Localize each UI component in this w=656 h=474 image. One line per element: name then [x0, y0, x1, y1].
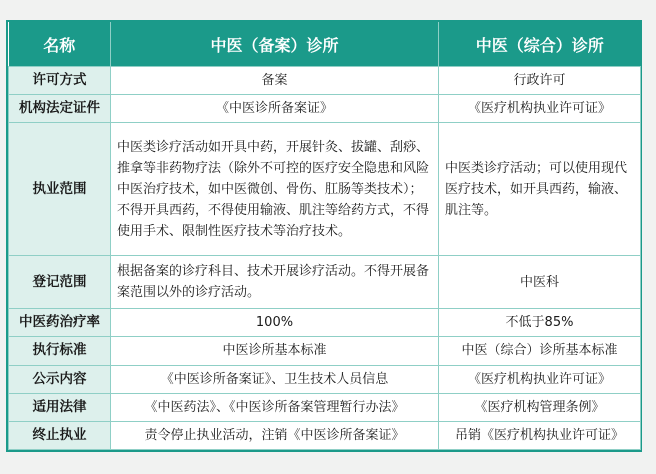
row-label: 登记范围: [9, 256, 111, 309]
filing-cell: 《中医诊所备案证》: [111, 95, 439, 123]
header-filing-clinic: 中医（备案）诊所: [111, 22, 439, 67]
comprehensive-cell: 不低于85%: [439, 309, 641, 337]
row-label: 中医药治疗率: [9, 309, 111, 337]
header-name: 名称: [9, 22, 111, 67]
filing-cell: 《中医药法》、《中医诊所备案管理暂行办法》: [111, 393, 439, 421]
comparison-table-frame: [6, 20, 642, 452]
row-label: 适用法律: [9, 393, 111, 421]
table-row: [9, 309, 641, 337]
table-row: [9, 337, 641, 365]
filing-cell: 备案: [111, 67, 439, 95]
row-label: 公示内容: [9, 365, 111, 393]
filing-cell: 100%: [111, 309, 439, 337]
row-label: 许可方式: [9, 67, 111, 95]
comprehensive-cell: 《医疗机构管理条例》: [439, 393, 641, 421]
table-row: [9, 95, 641, 123]
comprehensive-cell: 行政许可: [439, 67, 641, 95]
row-label: 终止执业: [9, 421, 111, 449]
table-row: [9, 421, 641, 449]
filing-cell: 根据备案的诊疗科目、技术开展诊疗活动。不得开展备案范围以外的诊疗活动。: [111, 256, 439, 309]
comprehensive-cell: 《医疗机构执业许可证》: [439, 365, 641, 393]
table-row: [9, 365, 641, 393]
filing-cell: 中医类诊疗活动如开具中药，开展针灸、拔罐、刮痧、推拿等非药物疗法（除外不可控的医疗安全隐患和风险中医治疗技术，如中医微创、骨伤、肛肠等类技术）；不得开具西药，不得使用输液、肌注等给药方式，不得使用手术、限制性医疗技术等治疗技术。: [111, 123, 439, 256]
row-label: 执行标准: [9, 337, 111, 365]
comprehensive-cell: 《医疗机构执业许可证》: [439, 95, 641, 123]
comparison-table: [8, 22, 641, 450]
filing-cell: 《中医诊所备案证》、卫生技术人员信息: [111, 365, 439, 393]
row-label: 机构法定证件: [9, 95, 111, 123]
table-header-row: [9, 22, 641, 67]
row-label: 执业范围: [9, 123, 111, 256]
comprehensive-cell: 中医类诊疗活动；可以使用现代医疗技术，如开具西药，输液、肌注等。: [439, 123, 641, 256]
header-comprehensive-clinic: 中医（综合）诊所: [439, 22, 641, 67]
comprehensive-cell: 中医科: [439, 256, 641, 309]
comprehensive-cell: 中医（综合）诊所基本标准: [439, 337, 641, 365]
table-row: [9, 256, 641, 309]
filing-cell: 责令停止执业活动，注销《中医诊所备案证》: [111, 421, 439, 449]
table-row: [9, 393, 641, 421]
filing-cell: 中医诊所基本标准: [111, 337, 439, 365]
comprehensive-cell: 吊销《医疗机构执业许可证》: [439, 421, 641, 449]
table-row: [9, 67, 641, 95]
table-row: [9, 123, 641, 256]
